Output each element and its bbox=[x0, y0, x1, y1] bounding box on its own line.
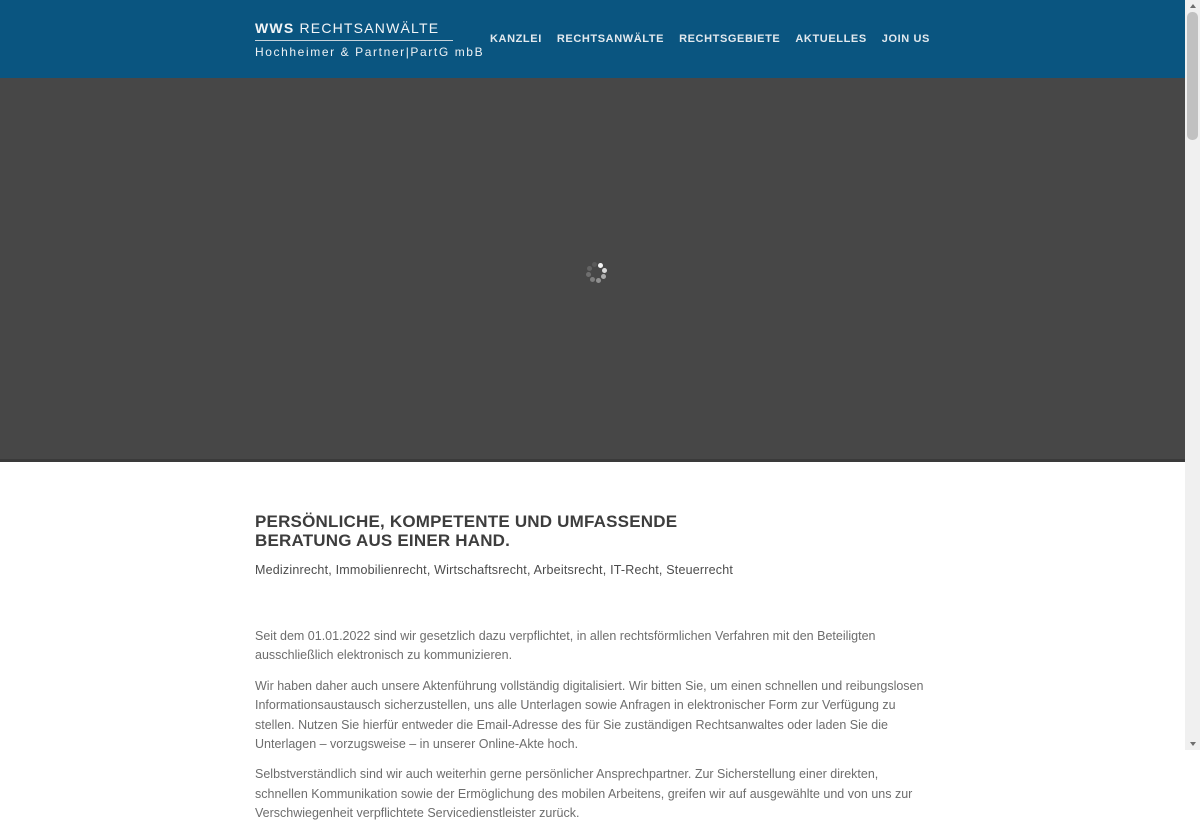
brand-name-rest: RECHTSANWÄLTE bbox=[294, 19, 440, 36]
brand-name-bold: WWS bbox=[255, 19, 295, 36]
scroll-up-icon bbox=[1190, 4, 1196, 8]
brand-subtitle: Hochheimer & Partner|PartG mbB bbox=[255, 44, 485, 59]
page-title-line2: BERATUNG AUS EINER HAND. bbox=[255, 530, 511, 550]
scroll-up-button[interactable] bbox=[1185, 0, 1200, 12]
scrollbar-thumb[interactable] bbox=[1187, 12, 1198, 140]
paragraph-digital-files: Wir haben daher auch unsere Aktenführung vollständig digitalisiert. Wir bitten Sie, um einen schnellen und reibungslosen Informationsaustausch sicherzustellen, uns alle Unterlagen sowie Anfragen in elektronischer Form zur Verfügung zu stellen. Nutzen Sie hierfür entweder die Email-Adresse des für Sie zuständigen Rechtsanwaltes oder laden Sie die Unterlagen – vorzugsweise – in unserer Online-Akte hoch. bbox=[255, 678, 924, 751]
scroll-down-button[interactable] bbox=[1185, 738, 1200, 750]
intro-text-block bbox=[255, 627, 930, 823]
page-title-line1: PERSÖNLICHE, KOMPETENTE UND UMFASSENDE bbox=[255, 512, 678, 531]
nav-item-kanzlei[interactable]: KANZLEI bbox=[489, 33, 542, 45]
main-content bbox=[255, 462, 930, 823]
brand-divider-line bbox=[255, 40, 453, 41]
hero-slider-loading bbox=[0, 78, 1185, 462]
loading-spinner-icon bbox=[594, 270, 599, 275]
main-nav bbox=[490, 33, 930, 45]
nav-item-aktuelles[interactable]: AKTUELLES bbox=[795, 33, 867, 45]
scrollbar[interactable] bbox=[1185, 0, 1200, 750]
page-title bbox=[255, 513, 930, 550]
nav-item-rechtsgebiete[interactable]: RECHTSGEBIETE bbox=[679, 33, 781, 45]
brand-name bbox=[255, 20, 484, 36]
header-container bbox=[255, 0, 930, 78]
paragraph-personal-contact: Selbstverständlich sind wir auch weiterhin gerne persönlicher Ansprechpartner. Zur Sicherstellung einer direkten, schnellen Kommunikation sowie der Ermöglichung des mobilen Arbeitens, greifen wir auf ausgewählte und von uns zur Verschwiegenheit verpflichtete Servicedienstleister zurück. bbox=[255, 767, 913, 820]
paragraph-electronic-communication: Seit dem 01.01.2022 sind wir gesetzlich dazu verpflichtet, in allen rechtsförmlichen Verfahren mit den Beteiligten ausschließlich elektronisch zu kommunizieren. bbox=[255, 629, 876, 663]
nav-item-rechtsanwaelte[interactable]: RECHTSANWÄLTE bbox=[556, 33, 665, 45]
brand-logo[interactable] bbox=[255, 20, 484, 59]
scroll-down-icon bbox=[1190, 742, 1196, 746]
practice-areas-subtitle: Medizinrecht, Immobilienrecht, Wirtschaftsrecht, Arbeitsrecht, IT-Recht, Steuerrecht bbox=[255, 563, 734, 577]
nav-item-join-us[interactable]: JOIN US bbox=[881, 33, 930, 45]
site-header bbox=[0, 0, 1185, 78]
